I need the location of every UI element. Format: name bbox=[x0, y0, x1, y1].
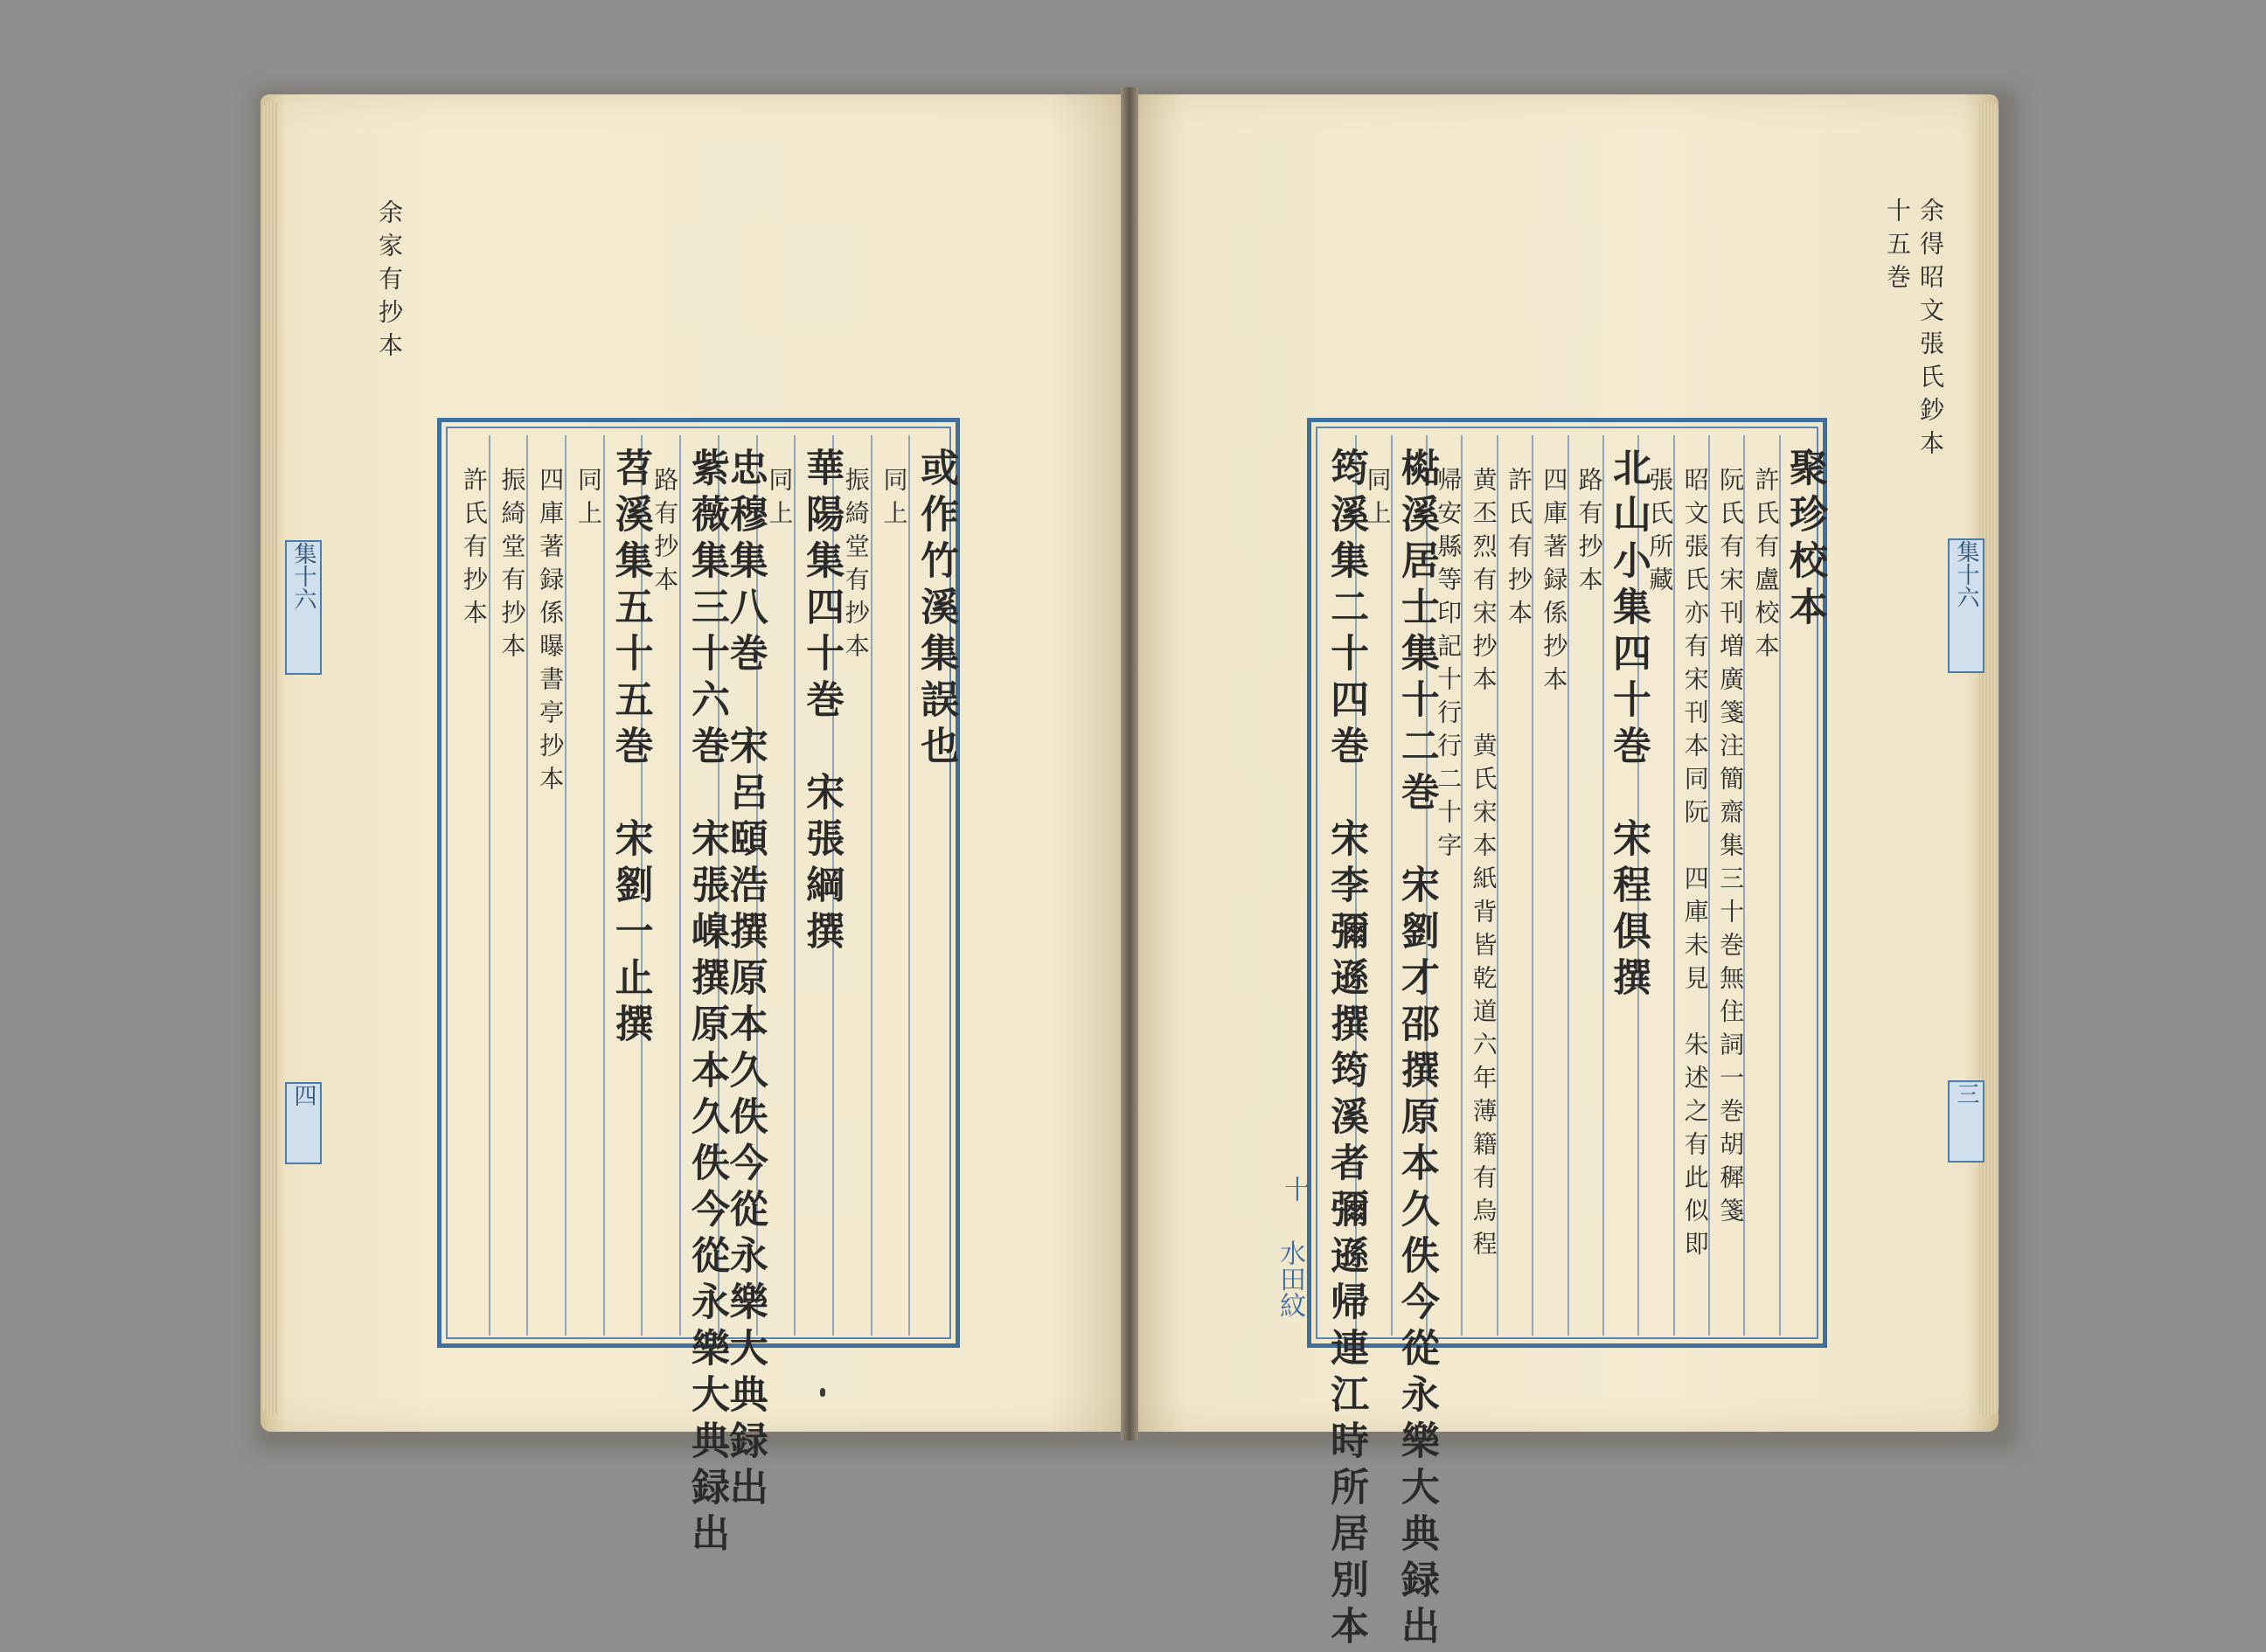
left-top-note: 余家有抄本 bbox=[375, 199, 404, 365]
text-column: 許氏有抄本 bbox=[459, 467, 489, 633]
text-column: 路有抄本 bbox=[650, 467, 680, 600]
text-column: 同上 bbox=[1363, 467, 1393, 533]
text-column: 四庫著録係抄本 bbox=[1540, 467, 1569, 699]
text-column: 路有抄本 bbox=[1574, 467, 1604, 600]
text-column: 同上 bbox=[765, 467, 795, 533]
left-side-tab: 集十六 bbox=[285, 540, 322, 675]
text-column: 聚珍校本 bbox=[1782, 448, 1827, 633]
text-column: 北山小集四十巻 宋程俱撰 bbox=[1606, 448, 1651, 1003]
right-top-note-line1: 余得昭文張氏鈔本 bbox=[1916, 198, 1945, 463]
text-column: 或作竹溪集誤也 bbox=[914, 448, 959, 772]
right-side-tab: 集十六 bbox=[1948, 538, 1984, 673]
ink-speck bbox=[820, 1388, 825, 1397]
column-rule bbox=[794, 435, 796, 1336]
text-column: 張氏所藏 bbox=[1645, 467, 1675, 600]
column-rule bbox=[908, 435, 910, 1336]
right-page-edges bbox=[1979, 103, 1998, 1414]
text-column: 苕溪集五十五巻 宋劉一止撰 bbox=[608, 448, 653, 1050]
text-column: 帰安縣等印記十行行二十字 bbox=[1434, 467, 1463, 865]
text-column: 筠溪集二十四巻 宋李彌遜撰筠溪者彌遜帰連江時所居別本 bbox=[1324, 448, 1369, 1652]
text-column: 阮氏有宋刊増廣箋注簡齋集三十巻無住詞一巻胡穉箋 bbox=[1716, 467, 1746, 1231]
column-rule bbox=[1391, 435, 1393, 1336]
text-column: 四庫著録係曝書亭抄本 bbox=[536, 467, 566, 799]
left-page-edges bbox=[262, 103, 278, 1414]
text-column: 昭文張氏亦有宋刊本同阮 四庫未見 朱述之有此似即 bbox=[1680, 467, 1710, 1264]
page-number-mark: 十 bbox=[1279, 1176, 1310, 1202]
text-column: 同上 bbox=[573, 467, 603, 533]
book-gutter bbox=[1121, 87, 1138, 1440]
text-column: 振綺堂有抄本 bbox=[841, 467, 871, 666]
right-side-tab-lower: 三 bbox=[1948, 1080, 1984, 1163]
text-column: 許氏有盧校本 bbox=[1751, 467, 1781, 666]
collector-stamp: 水田紋 bbox=[1275, 1239, 1305, 1318]
text-column: 紫薇集三十六巻 宋張嵲撰原本久佚今從永樂大典録出 bbox=[685, 448, 729, 1559]
text-column: 振綺堂有抄本 bbox=[497, 467, 527, 666]
right-top-note-line2: 十五巻 bbox=[1883, 198, 1912, 297]
text-column: 華陽集四十巻 宋張綱撰 bbox=[799, 448, 845, 957]
column-rule bbox=[603, 435, 605, 1336]
text-column: 許氏有抄本 bbox=[1504, 467, 1533, 633]
text-column: 同上 bbox=[879, 467, 909, 533]
left-side-tab-lower: 四 bbox=[285, 1082, 322, 1164]
text-column: 檆溪居士集十二巻 宋劉才邵撰原本久佚今從永樂大典録出 bbox=[1394, 448, 1439, 1652]
text-column: 忠穆集八巻 宋呂頤浩撰原本久佚今從永樂大典録出 bbox=[722, 448, 768, 1513]
text-column: 黄丕烈有宋抄本 黄氏宋本紙背皆乾道六年薄籍有烏程 bbox=[1469, 467, 1498, 1264]
